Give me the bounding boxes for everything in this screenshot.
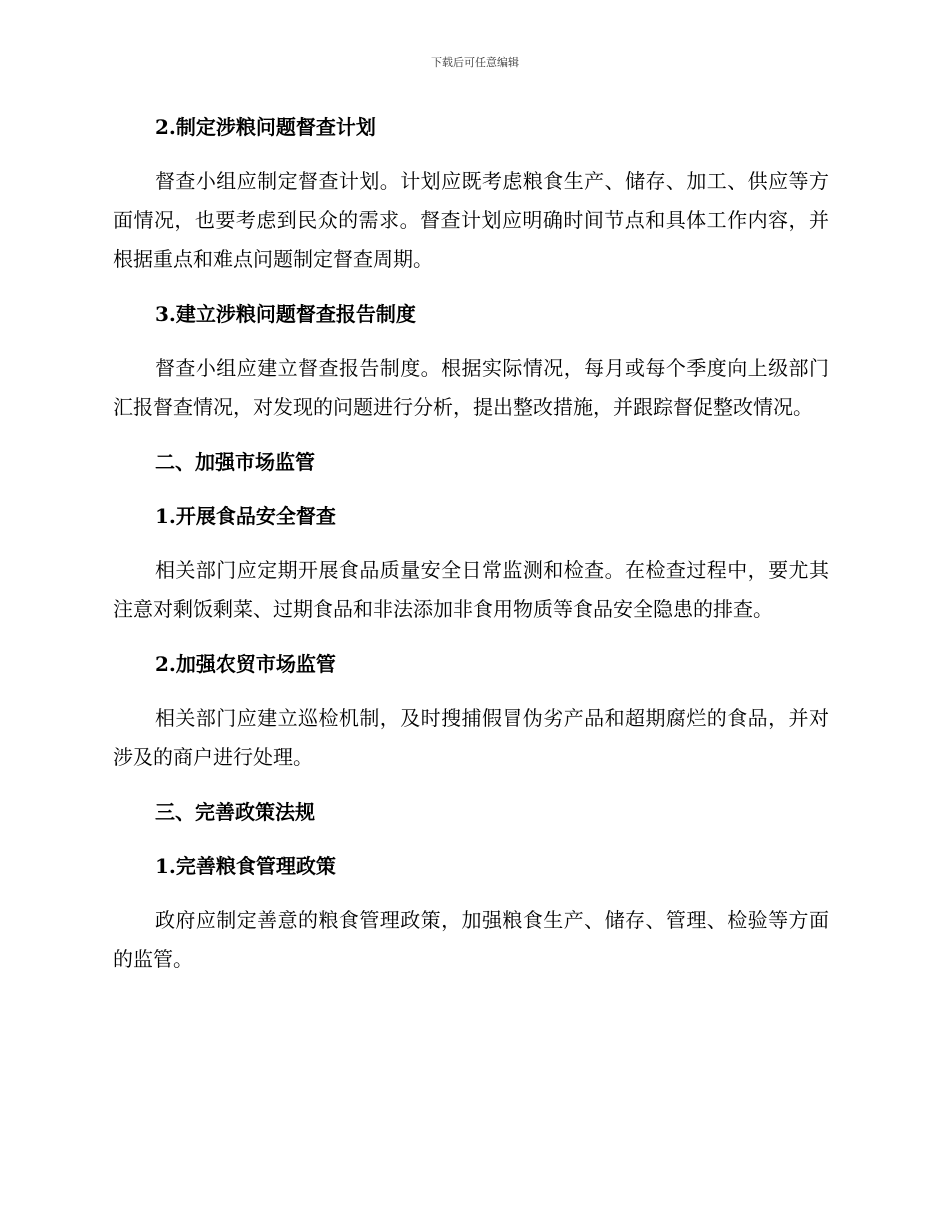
page-header-note: 下载后可任意编辑 — [431, 56, 519, 69]
paragraph: 督查小组应制定督查计划。计划应既考虑粮食生产、储存、加工、供应等方面情况，也要考虑到民众的需求。督查计划应明确时间节点和具体工作内容，并根据重点和难点问题制定督查周期。 — [113, 169, 829, 271]
section-heading: 2.加强农贸市场监管 — [155, 652, 336, 676]
paragraph: 相关部门应定期开展食品质量安全日常监测和检查。在检查过程中，要尤其注意对剩饭剩菜、过期食品和非法添加非食用物质等食品安全隐患的排查。 — [113, 558, 829, 621]
chapter-heading: 三、完善政策法规 — [155, 800, 315, 824]
paragraph: 督查小组应建立督查报告制度。根据实际情况，每月或每个季度向上级部门汇报督查情况，对发现的问题进行分析，提出整改措施，并跟踪督促整改情况。 — [113, 356, 829, 419]
paragraph: 相关部门应建立巡检机制，及时搜捕假冒伪劣产品和超期腐烂的食品，并对涉及的商户进行处理。 — [113, 706, 829, 769]
section-heading: 1.开展食品安全督查 — [155, 504, 336, 528]
paragraph: 政府应制定善意的粮食管理政策，加强粮食生产、储存、管理、检验等方面的监管。 — [113, 908, 829, 971]
section-heading: 2.制定涉粮问题督查计划 — [155, 115, 376, 139]
section-heading: 3.建立涉粮问题督查报告制度 — [155, 302, 416, 326]
chapter-heading: 二、加强市场监管 — [155, 450, 315, 474]
section-heading: 1.完善粮食管理政策 — [155, 854, 336, 878]
document-body — [113, 108, 829, 995]
